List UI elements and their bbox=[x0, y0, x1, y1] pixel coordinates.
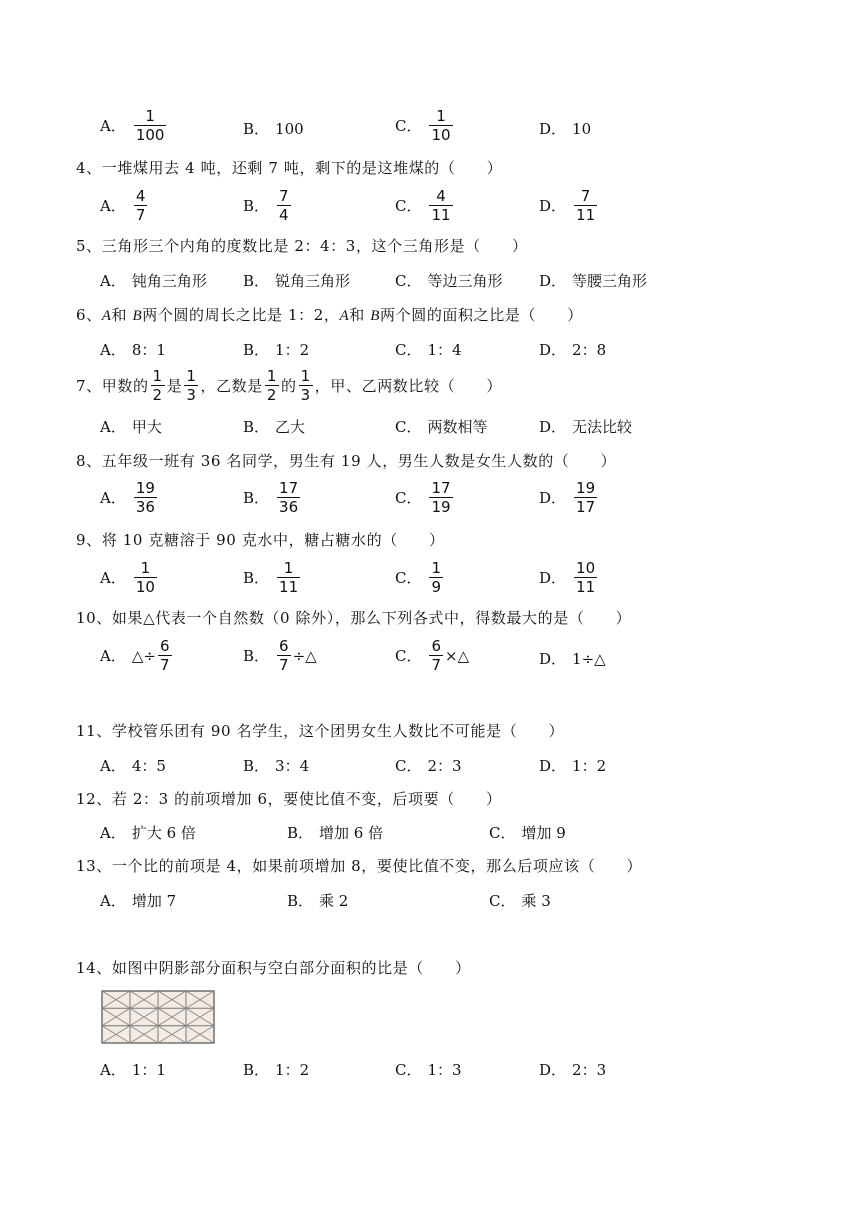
question-7: 7、甲数的 $\frac{1}{2}$ 是 $\frac{1}{3}$ ，乙数是 $\frac{1}{2}$ 的 $\frac{1}{3}$ ，甲、乙两数比较（ ） bbox=[76, 367, 502, 404]
shaded-grid-figure bbox=[101, 990, 215, 1044]
option-text: ÷△ bbox=[292, 646, 317, 665]
option-text: 1：3 bbox=[427, 1061, 462, 1079]
q4-option-c[interactable] bbox=[395, 188, 455, 223]
fraction: $\frac{17}{19}$ bbox=[431, 479, 451, 516]
option-text: 1：2 bbox=[572, 757, 607, 775]
option-text: 无法比较 bbox=[572, 418, 633, 436]
option-text: 两数相等 bbox=[427, 418, 488, 436]
option-text: 乙大 bbox=[275, 418, 306, 436]
q3-option-b[interactable] bbox=[243, 118, 304, 139]
q10-option-a[interactable] bbox=[100, 638, 174, 673]
option-text: 2：3 bbox=[572, 1061, 607, 1079]
q14-option-c[interactable] bbox=[395, 1059, 462, 1080]
option-label: B． bbox=[243, 569, 270, 587]
option-text: 增加 7 bbox=[131, 892, 177, 910]
fraction: $\frac{1}{10}$ bbox=[431, 107, 451, 144]
q8-option-c[interactable] bbox=[395, 480, 455, 515]
question-14: 14、如图中阴影部分面积与空白部分面积的比是（ ） bbox=[76, 959, 471, 977]
option-text: 1÷△ bbox=[572, 649, 606, 668]
option-text: 锐角三角形 bbox=[275, 272, 351, 290]
q13-option-a[interactable] bbox=[100, 890, 176, 911]
q4-option-a[interactable] bbox=[100, 188, 149, 223]
option-text: 2：8 bbox=[572, 341, 607, 359]
option-text: 2：3 bbox=[427, 757, 462, 775]
q6-option-c[interactable] bbox=[395, 339, 462, 360]
option-text: 等边三角形 bbox=[427, 272, 503, 290]
q5-option-d[interactable] bbox=[539, 270, 647, 291]
option-label: A． bbox=[100, 647, 126, 665]
fraction: $\frac{4}{11}$ bbox=[431, 187, 451, 224]
q14-option-d[interactable] bbox=[539, 1059, 606, 1080]
q4-option-d[interactable] bbox=[539, 188, 599, 223]
option-label: A． bbox=[100, 117, 126, 135]
q14-option-b[interactable] bbox=[243, 1059, 309, 1080]
fraction: $\frac{1}{100}$ bbox=[135, 107, 165, 144]
option-label: D． bbox=[539, 569, 567, 587]
option-text: 100 bbox=[275, 119, 304, 138]
q6-option-a[interactable] bbox=[100, 339, 166, 360]
option-label: A． bbox=[100, 892, 126, 910]
option-label: B． bbox=[287, 892, 314, 910]
question-10: 10、如果△代表一个自然数（0 除外），那么下列各式中，得数最大的是（ ） bbox=[76, 609, 632, 627]
option-label: D． bbox=[539, 489, 567, 507]
option-label: D． bbox=[539, 418, 567, 436]
fraction: $\frac{19}{17}$ bbox=[576, 479, 596, 516]
option-label: B． bbox=[243, 120, 270, 138]
option-label: C． bbox=[489, 824, 516, 842]
option-label: C． bbox=[395, 341, 422, 359]
option-label: B． bbox=[243, 272, 270, 290]
fraction: $\frac{7}{4}$ bbox=[279, 187, 289, 224]
q11-option-b[interactable] bbox=[243, 755, 309, 776]
option-label: C． bbox=[395, 117, 422, 135]
question-13: 13、一个比的前项是 4，如果前项增加 8，要使比值不变，那么后项应该（ ） bbox=[76, 857, 643, 875]
fraction: $\frac{6}{7}$ bbox=[279, 637, 289, 674]
q7-option-d[interactable] bbox=[539, 416, 632, 437]
q7-option-b[interactable] bbox=[243, 416, 305, 437]
option-label: B． bbox=[243, 197, 270, 215]
option-label: C． bbox=[395, 418, 422, 436]
option-label: D． bbox=[539, 1061, 567, 1079]
option-label: A． bbox=[100, 197, 126, 215]
option-label: C． bbox=[395, 1061, 422, 1079]
fraction: $\frac{1}{3}$ bbox=[186, 367, 197, 404]
option-label: B． bbox=[243, 418, 270, 436]
option-label: C． bbox=[395, 757, 422, 775]
q12-option-a[interactable] bbox=[100, 822, 196, 843]
q13-option-c[interactable] bbox=[489, 890, 551, 911]
option-label: A． bbox=[100, 1061, 126, 1079]
fraction: $\frac{1}{9}$ bbox=[431, 559, 442, 596]
option-label: D． bbox=[539, 272, 567, 290]
option-text: 3：4 bbox=[275, 757, 310, 775]
fraction: $\frac{19}{36}$ bbox=[135, 479, 155, 516]
option-text: 1：1 bbox=[131, 1061, 166, 1079]
question-8: 8、五年级一班有 36 名同学，男生有 19 人，男生人数是女生人数的（ ） bbox=[76, 452, 617, 470]
q10-option-d[interactable] bbox=[539, 648, 606, 669]
q3-option-a[interactable] bbox=[100, 108, 168, 143]
option-label: C． bbox=[395, 569, 422, 587]
option-label: A． bbox=[100, 418, 126, 436]
option-label: D． bbox=[539, 197, 567, 215]
fraction: $\frac{17}{36}$ bbox=[279, 479, 299, 516]
option-label: A． bbox=[100, 824, 126, 842]
q9-option-b[interactable] bbox=[243, 560, 302, 595]
option-text: 10 bbox=[572, 119, 592, 138]
option-label: A． bbox=[100, 341, 126, 359]
option-text: 1：2 bbox=[275, 341, 310, 359]
q14-option-a[interactable] bbox=[100, 1059, 166, 1080]
q3-option-d[interactable] bbox=[539, 118, 591, 139]
question-5: 5、三角形三个内角的度数比是 2：4：3，这个三角形是（ ） bbox=[76, 237, 528, 255]
option-text: △÷ bbox=[131, 646, 156, 665]
option-text: 乘 3 bbox=[521, 892, 551, 910]
option-label: B． bbox=[243, 757, 270, 775]
option-label: B． bbox=[243, 1061, 270, 1079]
q10-option-c[interactable] bbox=[395, 638, 469, 673]
q11-option-a[interactable] bbox=[100, 755, 166, 776]
option-label: A． bbox=[100, 757, 126, 775]
question-12: 12、若 2：3 的前项增加 6，要使比值不变，后项要（ ） bbox=[76, 790, 502, 808]
fraction: $\frac{1}{2}$ bbox=[152, 367, 163, 404]
option-label: C． bbox=[489, 892, 516, 910]
fraction: $\frac{4}{7}$ bbox=[135, 187, 146, 224]
q9-option-a[interactable] bbox=[100, 560, 159, 595]
option-label: A． bbox=[100, 489, 126, 507]
question-4: 4、一堆煤用去 4 吨，还剩 7 吨，剩下的是这堆煤的（ ） bbox=[76, 159, 503, 177]
option-label: C． bbox=[395, 272, 422, 290]
option-label: A． bbox=[100, 569, 126, 587]
q9-option-d[interactable] bbox=[539, 560, 599, 595]
q6-option-d[interactable] bbox=[539, 339, 606, 360]
option-label: D． bbox=[539, 341, 567, 359]
fraction: $\frac{6}{7}$ bbox=[431, 637, 442, 674]
option-text: 乘 2 bbox=[319, 892, 349, 910]
question-9: 9、将 10 克糖溶于 90 克水中，糖占糖水的（ ） bbox=[76, 531, 445, 549]
option-text: 钝角三角形 bbox=[131, 272, 207, 290]
option-text: 等腰三角形 bbox=[572, 272, 648, 290]
option-label: C． bbox=[395, 489, 422, 507]
q10-option-b[interactable] bbox=[243, 638, 317, 673]
q7-option-a[interactable] bbox=[100, 416, 162, 437]
fraction: $\frac{6}{7}$ bbox=[159, 637, 170, 674]
q12-option-c[interactable] bbox=[489, 822, 566, 843]
q5-option-a[interactable] bbox=[100, 270, 207, 291]
q11-option-d[interactable] bbox=[539, 755, 606, 776]
option-text: 增加 6 倍 bbox=[319, 824, 384, 842]
option-label: C． bbox=[395, 197, 422, 215]
option-text: 增加 9 bbox=[521, 824, 566, 842]
q6-option-b[interactable] bbox=[243, 339, 309, 360]
q8-option-d[interactable] bbox=[539, 480, 599, 515]
option-label: B． bbox=[243, 489, 270, 507]
option-label: B． bbox=[243, 341, 270, 359]
q13-option-b[interactable] bbox=[287, 890, 348, 911]
option-label: D． bbox=[539, 650, 567, 668]
option-label: B． bbox=[243, 647, 270, 665]
option-text: 8：1 bbox=[131, 341, 166, 359]
option-text: ×△ bbox=[445, 646, 470, 665]
fraction: $\frac{10}{11}$ bbox=[576, 559, 596, 596]
q11-option-c[interactable] bbox=[395, 755, 462, 776]
q7-option-c[interactable] bbox=[395, 416, 488, 437]
option-label: C． bbox=[395, 647, 422, 665]
question-11: 11、学校管乐团有 90 名学生，这个团男女生人数比不可能是（ ） bbox=[76, 722, 565, 740]
q3-option-c[interactable] bbox=[395, 108, 455, 143]
fraction: $\frac{1}{11}$ bbox=[279, 559, 299, 596]
q9-option-c[interactable] bbox=[395, 560, 445, 595]
fraction: $\frac{7}{11}$ bbox=[576, 187, 596, 224]
option-label: A． bbox=[100, 272, 126, 290]
option-label: D． bbox=[539, 120, 567, 138]
fraction: $\frac{1}{10}$ bbox=[135, 559, 155, 596]
option-text: 1：2 bbox=[275, 1061, 310, 1079]
q5-option-c[interactable] bbox=[395, 270, 503, 291]
option-text: 4：5 bbox=[131, 757, 166, 775]
fraction: $\frac{1}{3}$ bbox=[300, 367, 311, 404]
option-text: 扩大 6 倍 bbox=[131, 824, 196, 842]
q12-option-b[interactable] bbox=[287, 822, 383, 843]
q5-option-b[interactable] bbox=[243, 270, 350, 291]
q8-option-a[interactable] bbox=[100, 480, 159, 515]
option-text: 1：4 bbox=[427, 341, 462, 359]
question-6: 6、A和 B两个圆的周长之比是 1：2，A和 B两个圆的面积之比是（ ） bbox=[76, 306, 583, 324]
option-text: 甲大 bbox=[131, 418, 162, 436]
fraction: $\frac{1}{2}$ bbox=[266, 367, 278, 404]
option-label: D． bbox=[539, 757, 567, 775]
option-label: B． bbox=[287, 824, 314, 842]
q4-option-b[interactable] bbox=[243, 188, 293, 223]
q8-option-b[interactable] bbox=[243, 480, 302, 515]
